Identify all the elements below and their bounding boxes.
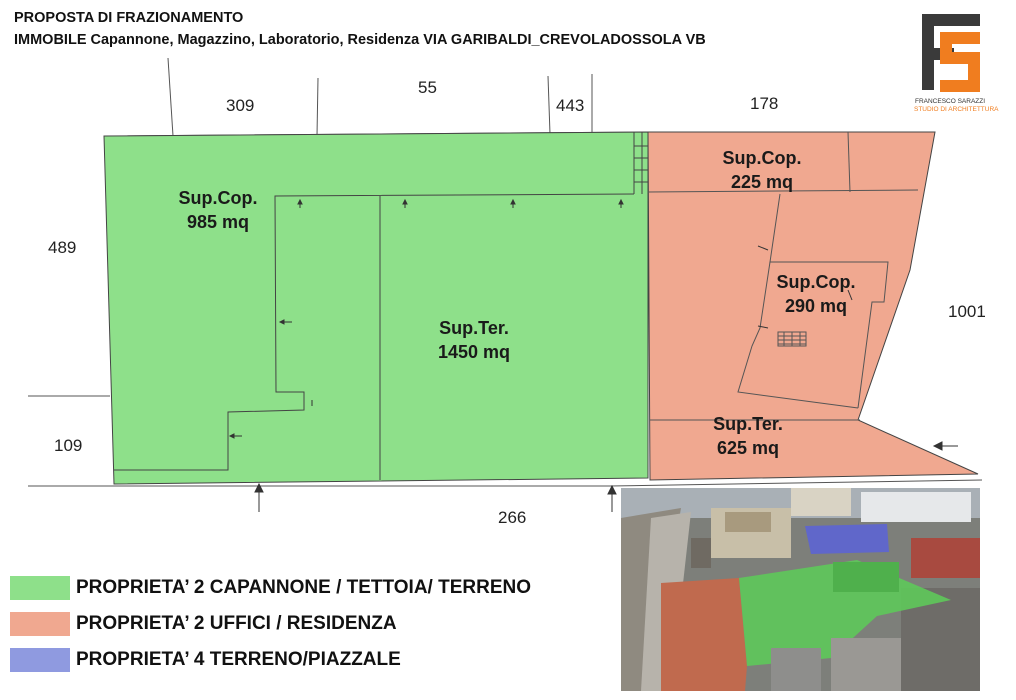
page-subtitle: IMMOBILE Capannone, Magazzino, Laboratorio, Residenza VIA GARIBALDI_CREVOLADOSSOLA VB [14,32,706,48]
legend-label: PROPRIETA’ 2 CAPANNONE / TETTOIA/ TERRENO [76,577,531,598]
legend-label: PROPRIETA’ 4 TERRENO/PIAZZALE [76,649,401,670]
parcel-number: 109 [54,436,83,455]
parcel-number: 178 [750,94,779,113]
parcel-number: 443 [556,96,585,115]
parcel-number: 1001 [948,302,986,321]
area-label-salmon-covered-mid: Sup.Cop. 290 mq [776,272,856,316]
logo-name: FRANCESCO SARAZZI [914,98,986,105]
parcel-number: 266 [498,508,527,527]
area-label-salmon-covered-top: Sup.Cop. 225 mq [722,148,802,192]
area-label-green-land: Sup.Ter. 1450 mq [437,318,511,362]
green-property-area [104,132,648,484]
page-title: PROPOSTA DI FRAZIONAMENTO [14,10,244,26]
legend-label: PROPRIETA’ 2 UFFICI / RESIDENZA [76,613,397,634]
aerial-photo-drawing [621,488,980,691]
aerial-photo [621,488,980,691]
logo-tagline: STUDIO DI ARCHITETTURA [914,106,999,113]
parcel-number: 489 [48,238,77,257]
parcel-number: 309 [226,96,255,115]
area-label-salmon-land: Sup.Ter. 625 mq [713,414,783,458]
legend-swatch [10,576,70,600]
parcel-number: 55 [418,78,437,97]
area-label-green-covered: Sup.Cop. 985 mq [178,188,258,232]
legend-swatch [10,648,70,672]
legend-swatch [10,612,70,636]
